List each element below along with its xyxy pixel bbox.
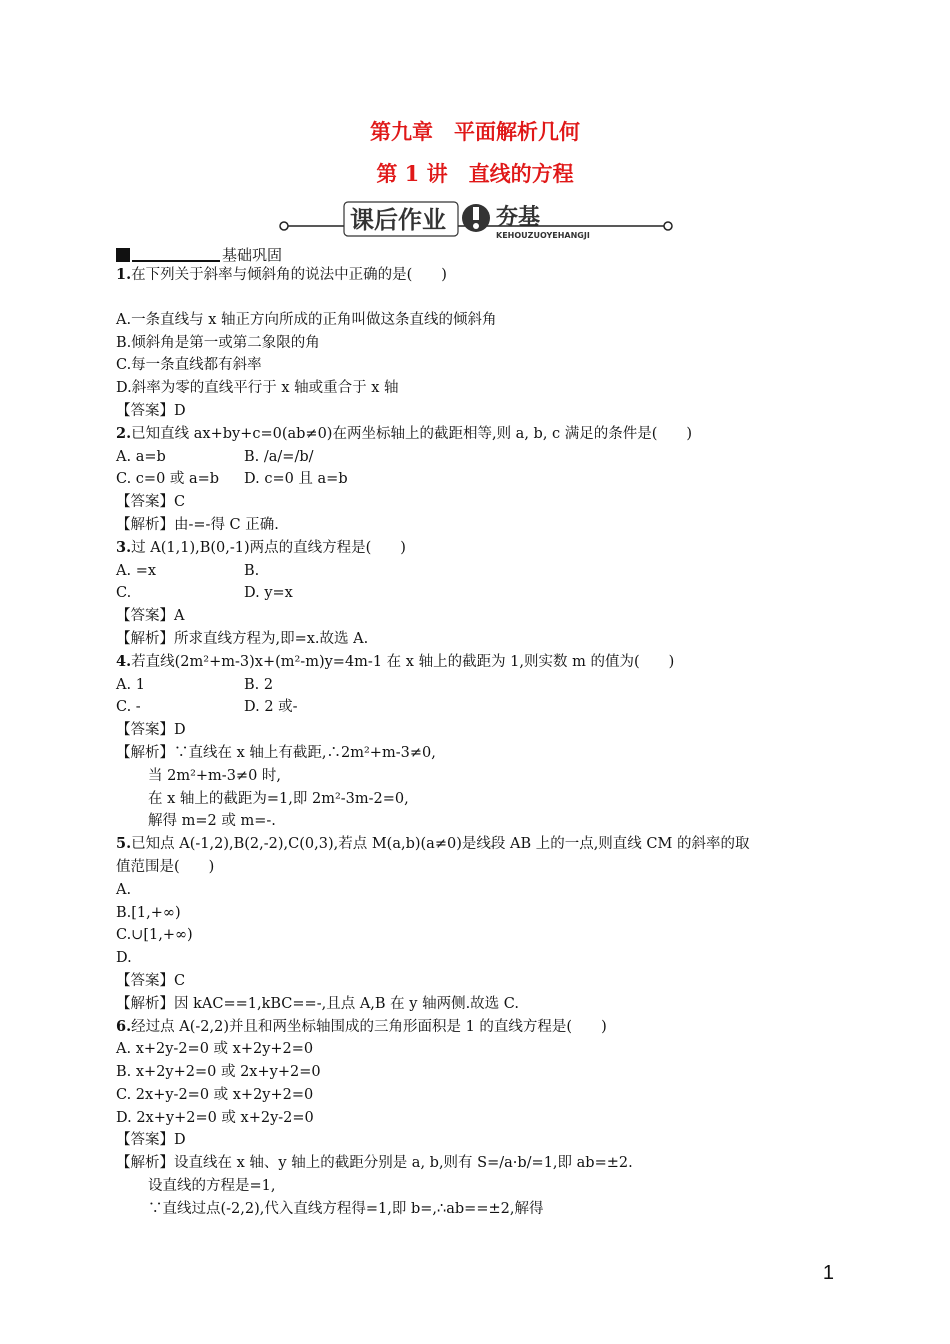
question-number: 5.: [116, 835, 132, 853]
page-number: 1: [822, 1262, 834, 1284]
banner-logo-icon: [462, 204, 490, 232]
option-left: C.: [116, 585, 132, 602]
text-line: B.倾斜角是第一或第二象限的角: [116, 334, 320, 351]
option-left: A. 1: [116, 676, 145, 693]
lesson-title: 第 1 讲 直线的方程: [376, 161, 574, 186]
solution-line: 在 x 轴上的截距为=1,即 2m²-3m-2=0,: [148, 790, 409, 807]
section-square-icon: [116, 248, 130, 262]
question-stem: [116, 833, 836, 856]
solution-line: 解得 m=2 或 m=-.: [148, 813, 276, 830]
question-number: 2.: [116, 424, 132, 442]
chapter-title: 第九章 平面解析几何: [370, 119, 580, 144]
option-right: D. c=0 且 a=b: [244, 471, 348, 488]
spacer: [116, 287, 836, 309]
banner-side-text: 夯基: [496, 205, 541, 230]
option-left: C. -: [116, 699, 141, 716]
text-line: 【解析】由-=-得 C 正确.: [116, 516, 279, 533]
text-line: D. 2x+y+2=0 或 x+2y-2=0: [116, 1109, 314, 1126]
option-right: D. y=x: [244, 585, 293, 602]
text-line: 【答案】A: [116, 608, 185, 625]
question-stem: [116, 1016, 836, 1039]
option-left: C. c=0 或 a=b: [116, 471, 220, 488]
text-line: 值范围是( ): [116, 858, 215, 875]
question-text: 在下列关于斜率与倾斜角的说法中正确的是( ): [131, 267, 447, 283]
section-header: [116, 244, 282, 265]
section-label: 基础巩固: [222, 246, 283, 264]
text-line: 【答案】C: [116, 972, 186, 989]
text-line: A.一条直线与 x 轴正方向所成的正角叫做这条直线的倾斜角: [116, 311, 497, 328]
question-text: 已知直线 ax+by+c=0(ab≠0)在两坐标轴上的截距相等,则 a, b, c 满足的条件是( ): [131, 425, 693, 442]
banner-main-text: 课后作业: [350, 206, 446, 234]
question-number: 1.: [116, 266, 132, 283]
question-number: 6.: [116, 1017, 132, 1035]
option-row: [116, 582, 836, 605]
question-text: 过 A(1,1),B(0,-1)两点的直线方程是( ): [131, 539, 406, 556]
text-line: A.: [116, 881, 132, 898]
text-line: 【解析】所求直线方程为,即=x.故选 A.: [116, 630, 369, 647]
solution-line: ∵直线过点(-2,2),代入直线方程得=1,即 b=,∴ab==±2,解得: [148, 1200, 544, 1217]
solution-line: 设直线的方程是=1,: [148, 1178, 276, 1195]
text-line: D.斜率为零的直线平行于 x 轴或重合于 x 轴: [116, 380, 399, 397]
option-right: B. /a/=/b/: [244, 448, 314, 465]
option-right: B. 2: [244, 676, 274, 693]
text-line: D.: [116, 950, 132, 967]
question-stem: [116, 264, 836, 287]
option-row: [116, 446, 836, 469]
text-line: B. x+2y+2=0 或 2x+y+2=0: [116, 1064, 321, 1081]
text-line: 【答案】D: [116, 1132, 186, 1149]
question-stem: [116, 423, 836, 446]
option-row: [116, 696, 836, 719]
option-row: [116, 468, 836, 491]
homework-banner: [278, 198, 674, 240]
text-line: 【答案】C: [116, 494, 186, 511]
text-line: 【答案】D: [116, 402, 186, 419]
question-stem: [116, 651, 836, 674]
text-line: C. 2x+y-2=0 或 x+2y+2=0: [116, 1086, 314, 1103]
question-stem: [116, 537, 836, 560]
question-list: [116, 264, 836, 1221]
option-row: [116, 674, 836, 697]
option-row: [116, 560, 836, 583]
text-line: A. x+2y-2=0 或 x+2y+2=0: [116, 1041, 314, 1058]
option-right: B.: [244, 562, 260, 579]
section-rule: [132, 260, 220, 262]
question-text: 经过点 A(-2,2)并且和两坐标轴围成的三角形面积是 1 的直线方程是( ): [131, 1018, 607, 1035]
text-line: 【答案】D: [116, 722, 186, 739]
text-line: B.[1,+∞): [116, 904, 181, 921]
banner-pinyin: KEHOUZUOYEHANGJI: [496, 231, 590, 240]
option-left: A. =x: [116, 562, 157, 579]
text-line: 【解析】因 kAC==1,kBC==-,且点 A,B 在 y 轴两侧.故选 C.: [116, 995, 519, 1012]
question-number: 4.: [116, 652, 132, 670]
question-text: 若直线(2m²+m-3)x+(m²-m)y=4m-1 在 x 轴上的截距为 1,则实数 m 的值为( ): [131, 653, 675, 670]
text-line: C.每一条直线都有斜率: [116, 357, 262, 374]
question-text: 已知点 A(-1,2),B(2,-2),C(0,3),若点 M(a,b)(a≠0)是线段 AB 上的一点,则直线 CM 的斜率的取: [131, 836, 750, 853]
question-number: 3.: [116, 538, 132, 556]
text-line: 【解析】∵直线在 x 轴上有截距,∴2m²+m-3≠0,: [116, 744, 436, 761]
option-left: A. a=b: [116, 448, 166, 465]
text-line: 【解析】设直线在 x 轴、y 轴上的截距分别是 a, b,则有 S=/a·b/=1,即 ab=±2.: [116, 1155, 633, 1172]
solution-line: 当 2m²+m-3≠0 时,: [148, 767, 282, 784]
option-right: D. 2 或-: [244, 699, 298, 716]
text-line: C.∪[1,+∞): [116, 927, 193, 944]
